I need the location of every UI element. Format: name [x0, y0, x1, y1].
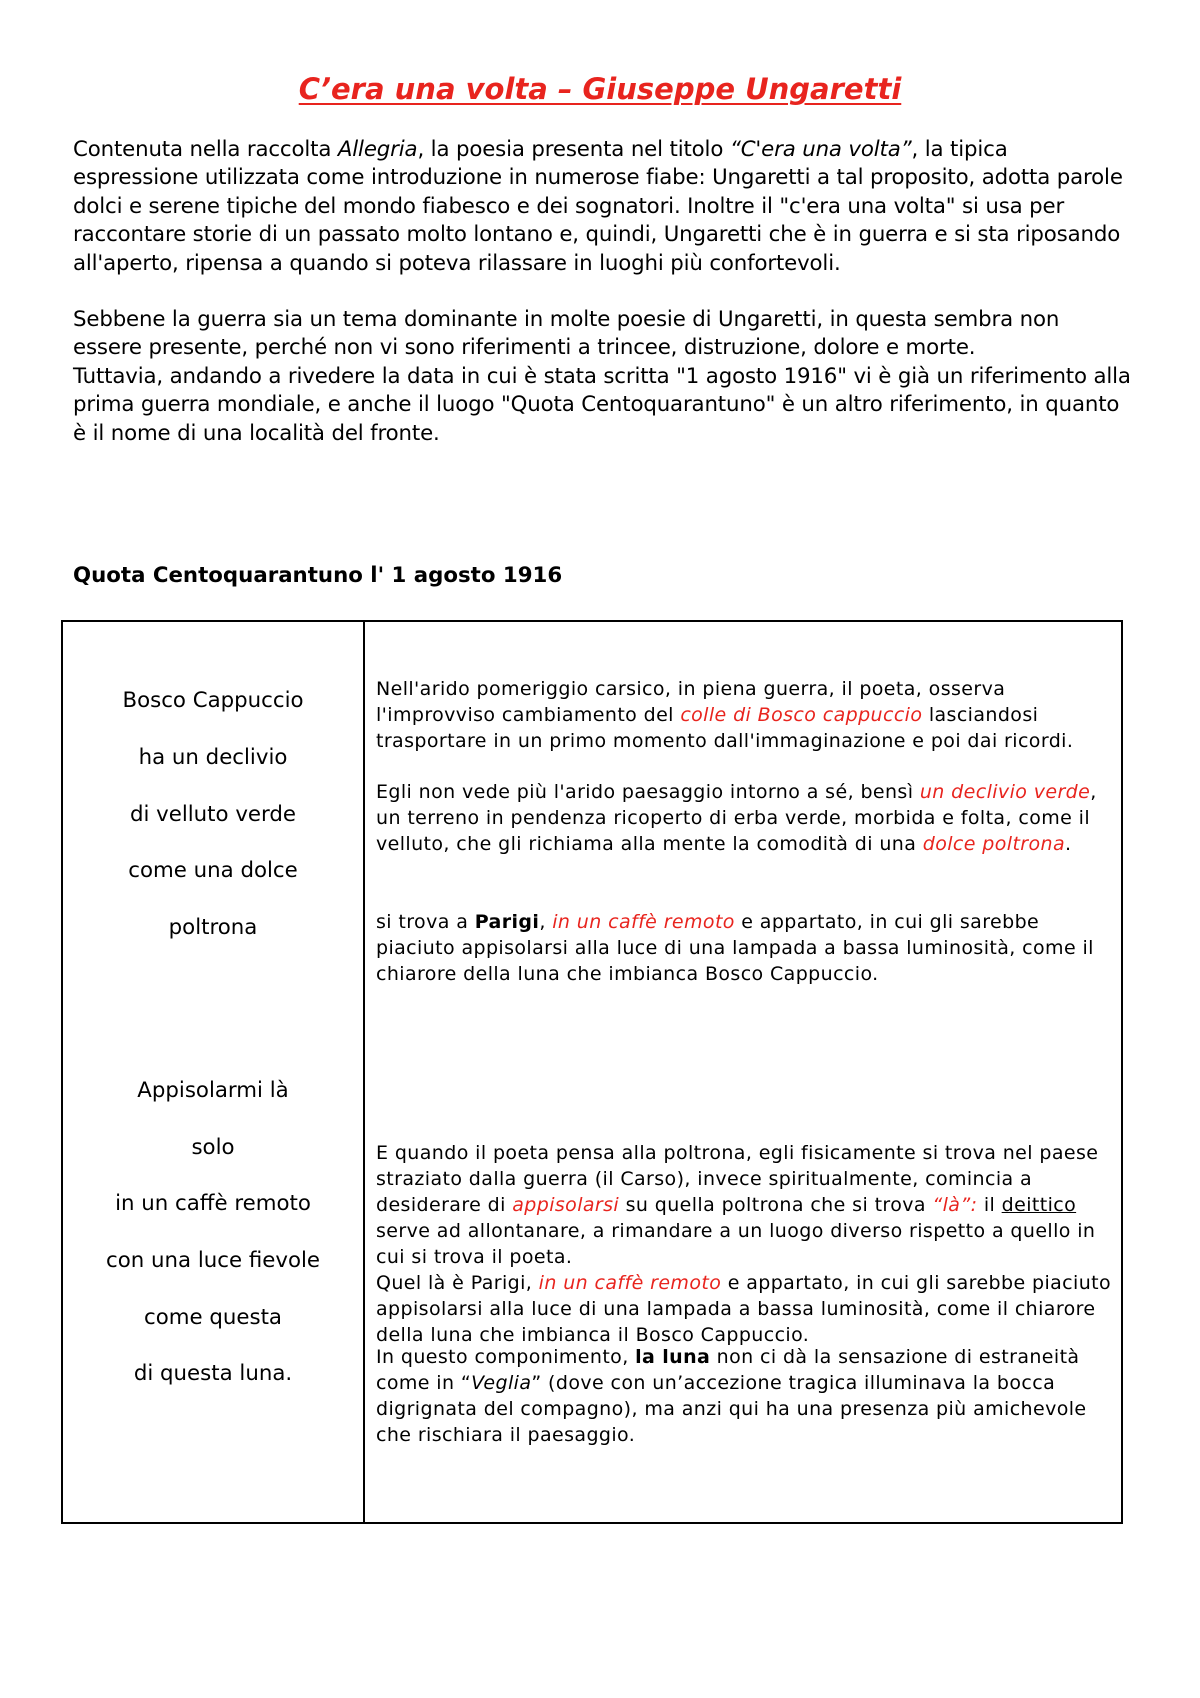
- highlighted-quote: appisolarsi: [512, 1194, 620, 1216]
- intro-text: [73, 136, 1133, 448]
- bold-term: Parigi: [474, 911, 540, 933]
- highlighted-quote: in un caffè remoto: [538, 1272, 722, 1294]
- underlined-term: deittico: [1001, 1194, 1077, 1216]
- highlighted-quote: “là”:: [932, 1194, 978, 1216]
- poem-line: Appisolarmi là: [137, 1078, 289, 1103]
- highlighted-quote: dolce poltrona: [922, 833, 1066, 855]
- commentary-paragraph-4: [376, 1140, 1116, 1348]
- poem-line: poltrona: [168, 915, 258, 940]
- commentary-text-run: lasciandosi trasportare in un primo momento dall'immaginazione e poi dai ricordi.: [376, 704, 1074, 752]
- commentary-paragraph-3: [376, 909, 1116, 987]
- commentary-text-run: serve ad allontanare, a rimandare a un luogo diverso rispetto a quello in cui si trova il poeta.: [376, 1220, 1096, 1268]
- poem-column: [63, 622, 363, 1522]
- commentary-column: [376, 622, 1116, 1522]
- commentary-text-run: , un terreno in pendenza ricoperto di erba verde, morbida e folta, come il velluto, che gli richiama alla mente la comodità di una: [376, 781, 1097, 855]
- highlighted-quote: colle di Bosco cappuccio: [680, 704, 923, 726]
- commentary-paragraph-5: [376, 1344, 1116, 1448]
- bold-term: la luna: [635, 1346, 711, 1368]
- poem-heading: Quota Centoquarantuno l' 1 agosto 1916: [73, 563, 563, 588]
- intro-paragraph-1: [73, 136, 1133, 278]
- poem-line: ha un declivio: [138, 745, 288, 770]
- highlighted-quote: in un caffè remoto: [552, 911, 735, 933]
- commentary-paragraph-1: [376, 676, 1116, 754]
- collection-name: Allegria: [337, 137, 418, 162]
- commentary-text-run: il: [977, 1194, 1002, 1216]
- commentary-text-run: Nell'arido pomeriggio carsico, in piena guerra, il poeta, osserva l'improvviso cambiamento del: [376, 678, 1006, 726]
- intro-text-run: Sebbene la guerra sia un tema dominante in molte poesie di Ungaretti, in questa sembra non essere presente, perché non vi sono riferimenti a trincee, distruzione, dolore e morte.: [73, 307, 1060, 361]
- commentary-text-run: In questo componimento,: [376, 1346, 636, 1368]
- poem-line: come questa: [144, 1305, 282, 1330]
- poem-line: Bosco Cappuccio: [122, 688, 304, 713]
- intro-text-run: , la poesia presenta nel titolo: [417, 137, 730, 162]
- poem-line: come una dolce: [128, 858, 298, 883]
- intro-text-run: Tuttavia, andando a rivedere la data in cui è stata scritta "1 agosto 1916" vi è già un riferimento alla prima guerra mondiale, e anche il luogo "Quota Centoquarantuno" è un altro riferimento, in quanto è il nome di una località del fronte.: [73, 363, 1131, 446]
- quoted-poem-title: “C'era una volta”: [729, 137, 912, 162]
- commentary-text-run: si trova a: [376, 911, 475, 933]
- intro-text-run: , la tipica espressione utilizzata come introduzione in numerose fiabe: Ungaretti a tal proposito, adotta parole dolci e serene tipiche del mondo fiabesco e dei sognatori. Inoltre il "c'era una volta" si usa per raccontare storie di un passato molto lontano e, quindi, Ungaretti che è in guerra e si sta riposando all'aperto, ripensa a quando si poteva rilassare in luoghi più confortevoli.: [73, 137, 1123, 276]
- italic-title: Veglia: [471, 1372, 532, 1394]
- intro-paragraph-2: [73, 306, 1133, 448]
- poem-line: di questa luna.: [133, 1361, 293, 1386]
- poem-line: di velluto verde: [129, 802, 297, 827]
- commentary-text-run: Egli non vede più l'arido paesaggio intorno a sé, bensì: [376, 781, 920, 803]
- commentary-text-run: su quella poltrona che si trova: [619, 1194, 933, 1216]
- poem-line: con una luce fievole: [106, 1248, 320, 1273]
- commentary-text-run: E quando il poeta pensa alla poltrona, egli fisicamente si trova nel paese straziato dalla guerra (il Carso), invece spiritualmente, comincia a desiderare di: [376, 1142, 1099, 1216]
- poem-analysis-table: [61, 620, 1123, 1524]
- commentary-text-run: .: [1065, 833, 1072, 855]
- table-column-divider: [363, 622, 365, 1522]
- commentary-text-run: non ci dà la sensazione di estraneità come in “: [376, 1346, 1080, 1394]
- commentary-paragraph-2: [376, 779, 1116, 857]
- poem-line: in un caffè remoto: [115, 1191, 311, 1216]
- intro-text-run: Contenuta nella raccolta: [73, 137, 338, 162]
- highlighted-quote: un declivio verde: [919, 781, 1091, 803]
- document-title: C’era una volta – Giuseppe Ungaretti: [298, 72, 902, 106]
- commentary-text-run: Quel là è Parigi,: [376, 1272, 539, 1294]
- commentary-text-run: e appartato, in cui gli sarebbe piaciuto appisolarsi alla luce di una lampada a bassa luminosità, come il chiarore della luna che imbianca Bosco Cappuccio.: [376, 911, 1094, 985]
- poem-line: solo: [191, 1135, 235, 1160]
- commentary-text-run: ” (dove con un’accezione tragica illuminava la bocca digrignata del compagno), ma anzi qui ha una presenza più amichevole che rischiara il paesaggio.: [376, 1372, 1087, 1446]
- commentary-text-run: e appartato, in cui gli sarebbe piaciuto appisolarsi alla luce di una lampada a bassa luminosità, come il chiarore della luna che imbianca il Bosco Cappuccio.: [376, 1272, 1112, 1346]
- commentary-text-run: ,: [539, 911, 553, 933]
